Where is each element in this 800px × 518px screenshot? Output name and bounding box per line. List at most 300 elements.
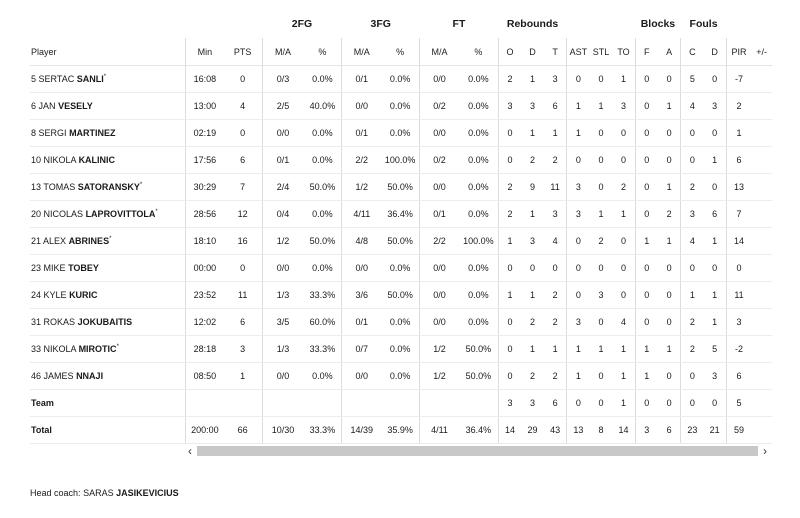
stat-pir: 7 xyxy=(726,201,751,228)
stat-ft_pct: 0.0% xyxy=(459,93,498,120)
stat-pm xyxy=(751,201,772,228)
stat-min: 00:00 xyxy=(185,255,223,282)
stat-pts: 0 xyxy=(224,255,262,282)
stat-d: 0 xyxy=(521,255,544,282)
stat-a: 1 xyxy=(658,93,681,120)
stat-stl: 1 xyxy=(590,336,613,363)
player-last-name: JOKUBAITIS xyxy=(77,317,133,327)
player-number: 10 xyxy=(31,155,42,165)
stat-pm xyxy=(751,228,772,255)
stat-stl: 0 xyxy=(590,255,613,282)
stat-fg3_ma: 0/1 xyxy=(342,66,381,93)
stat-stl: 2 xyxy=(590,228,613,255)
player-name[interactable] xyxy=(30,255,185,282)
stat-f: 0 xyxy=(635,120,658,147)
stat-ft_pct: 50.0% xyxy=(459,336,498,363)
team-stat-pm xyxy=(751,390,772,417)
stat-min: 30:29 xyxy=(185,174,223,201)
total-stat-fg2_pct: 33.3% xyxy=(304,417,342,444)
starter-marker: * xyxy=(103,74,107,80)
stat-to: 0 xyxy=(612,282,635,309)
player-last-name: KALINIC xyxy=(78,155,116,165)
stat-fg3_ma: 4/8 xyxy=(342,228,381,255)
group-fouls: Fouls xyxy=(689,18,718,30)
stat-t: 3 xyxy=(544,201,567,228)
team-stat-t: 6 xyxy=(544,390,567,417)
col-blk-f: F xyxy=(635,38,658,66)
total-stat-t: 43 xyxy=(544,417,567,444)
player-name[interactable] xyxy=(30,66,185,93)
stat-ast: 1 xyxy=(567,93,590,120)
stat-pir: 6 xyxy=(726,147,751,174)
player-number: 8 xyxy=(31,128,37,138)
stat-fg3_pct: 0.0% xyxy=(381,336,419,363)
stat-fg2_ma: 2/4 xyxy=(262,174,303,201)
col-blk-a: A xyxy=(658,38,681,66)
stat-min: 12:02 xyxy=(185,309,223,336)
player-name[interactable] xyxy=(30,201,185,228)
total-stat-pir: 59 xyxy=(726,417,751,444)
stat-fg2_pct: 33.3% xyxy=(304,282,342,309)
total-stat-d: 29 xyxy=(521,417,544,444)
player-name[interactable] xyxy=(30,147,185,174)
table-row[interactable] xyxy=(30,174,772,201)
box-score xyxy=(30,10,772,444)
starter-marker: * xyxy=(109,236,112,242)
total-stat-fg2_ma: 10/30 xyxy=(262,417,303,444)
team-stat-pts xyxy=(224,390,262,417)
stat-o: 1 xyxy=(498,228,521,255)
table-row[interactable] xyxy=(30,201,772,228)
stat-min: 17:56 xyxy=(185,147,223,174)
table-row[interactable] xyxy=(30,66,772,93)
stat-t: 2 xyxy=(544,147,567,174)
team-stat-a: 0 xyxy=(658,390,681,417)
stat-f: 1 xyxy=(635,363,658,390)
stat-to: 0 xyxy=(612,255,635,282)
team-stat-fg3_ma xyxy=(342,390,381,417)
col-3fg-ma: M/A xyxy=(342,38,381,66)
stat-fg2_pct: 50.0% xyxy=(304,228,342,255)
stat-pir: 11 xyxy=(726,282,751,309)
col-pir: PIR xyxy=(726,38,751,66)
team-stat-f: 0 xyxy=(635,390,658,417)
head-coach xyxy=(30,488,179,498)
stat-stl: 0 xyxy=(590,363,613,390)
player-name[interactable] xyxy=(30,336,185,363)
table-row[interactable] xyxy=(30,309,772,336)
stat-fg3_pct: 0.0% xyxy=(381,66,419,93)
stat-fd: 3 xyxy=(704,363,727,390)
player-name[interactable] xyxy=(30,174,185,201)
stat-pir: 0 xyxy=(726,255,751,282)
player-first-name: TOMAS xyxy=(43,182,76,192)
team-stat-stl: 0 xyxy=(590,390,613,417)
total-stat-to: 14 xyxy=(612,417,635,444)
stat-c: 4 xyxy=(681,228,704,255)
stat-fg3_ma: 1/2 xyxy=(342,174,381,201)
stat-to: 0 xyxy=(612,147,635,174)
stat-fg3_pct: 50.0% xyxy=(381,282,419,309)
stat-fg2_ma: 1/3 xyxy=(262,282,303,309)
player-first-name: SERGI xyxy=(38,128,67,138)
column-header-row xyxy=(30,38,772,66)
horizontal-scrollbar[interactable] xyxy=(183,442,772,460)
stat-fg2_ma: 1/3 xyxy=(262,336,303,363)
team-row xyxy=(30,390,772,417)
total-stat-c: 23 xyxy=(681,417,704,444)
table-row[interactable] xyxy=(30,255,772,282)
stat-stl: 1 xyxy=(590,93,613,120)
stat-ft_ma: 2/2 xyxy=(420,228,459,255)
stat-d: 2 xyxy=(521,147,544,174)
col-2fg-pct: % xyxy=(304,38,342,66)
player-first-name: ROKAS xyxy=(43,317,76,327)
stat-fg3_ma: 0/0 xyxy=(342,363,381,390)
player-number: 21 xyxy=(31,236,42,246)
stat-min: 16:08 xyxy=(185,66,223,93)
stat-min: 02:19 xyxy=(185,120,223,147)
stat-a: 0 xyxy=(658,282,681,309)
stat-to: 1 xyxy=(612,201,635,228)
stat-stl: 3 xyxy=(590,282,613,309)
player-first-name: SERTAC xyxy=(38,74,75,84)
stat-to: 0 xyxy=(612,228,635,255)
stat-a: 0 xyxy=(658,255,681,282)
stat-fg2_pct: 0.0% xyxy=(304,363,342,390)
stat-ft_ma: 0/0 xyxy=(420,120,459,147)
stat-ft_pct: 0.0% xyxy=(459,201,498,228)
stat-fd: 0 xyxy=(704,66,727,93)
stat-min: 13:00 xyxy=(185,93,223,120)
stat-pm xyxy=(751,336,772,363)
stat-ast: 0 xyxy=(567,66,590,93)
stat-pts: 6 xyxy=(224,309,262,336)
stat-pm xyxy=(751,120,772,147)
stat-f: 0 xyxy=(635,66,658,93)
stat-pm xyxy=(751,363,772,390)
player-number: 33 xyxy=(31,344,42,354)
table-row[interactable] xyxy=(30,363,772,390)
stat-a: 1 xyxy=(658,174,681,201)
stat-ast: 0 xyxy=(567,228,590,255)
stat-fg3_ma: 2/2 xyxy=(342,147,381,174)
stat-to: 1 xyxy=(612,66,635,93)
stat-t: 1 xyxy=(544,120,567,147)
col-reb-o: O xyxy=(498,38,521,66)
team-stat-fg2_ma xyxy=(262,390,303,417)
stat-pm xyxy=(751,255,772,282)
col-plus-minus: +/- xyxy=(751,38,772,66)
total-stat-pts: 66 xyxy=(224,417,262,444)
box-score-table xyxy=(30,10,772,444)
player-name[interactable] xyxy=(30,120,185,147)
stat-ft_ma: 0/0 xyxy=(420,309,459,336)
stat-a: 0 xyxy=(658,147,681,174)
player-last-name: MIROTIC xyxy=(78,344,117,354)
stat-pm xyxy=(751,282,772,309)
stat-t: 0 xyxy=(544,255,567,282)
stat-ft_ma: 0/0 xyxy=(420,282,459,309)
stat-ft_ma: 0/2 xyxy=(420,93,459,120)
player-number: 46 xyxy=(31,371,42,381)
player-name[interactable] xyxy=(30,93,185,120)
stat-fd: 1 xyxy=(704,309,727,336)
group-header-row xyxy=(30,10,772,38)
stat-c: 3 xyxy=(681,201,704,228)
stat-ft_ma: 1/2 xyxy=(420,336,459,363)
group-ft: FT xyxy=(452,18,466,30)
stat-t: 6 xyxy=(544,93,567,120)
col-player: Player xyxy=(30,38,185,66)
stat-ft_pct: 0.0% xyxy=(459,309,498,336)
stat-t: 3 xyxy=(544,66,567,93)
scrollbar-thumb[interactable] xyxy=(197,446,758,456)
player-number: 20 xyxy=(31,209,42,219)
group-rebounds: Rebounds xyxy=(506,18,559,30)
col-reb-d: D xyxy=(521,38,544,66)
stat-ft_ma: 0/1 xyxy=(420,201,459,228)
stat-ft_pct: 0.0% xyxy=(459,147,498,174)
scroll-right-icon[interactable]: › xyxy=(763,444,767,458)
player-number: 5 xyxy=(31,74,37,84)
stat-t: 2 xyxy=(544,282,567,309)
stat-o: 0 xyxy=(498,309,521,336)
team-stat-ast: 0 xyxy=(567,390,590,417)
stat-pm xyxy=(751,147,772,174)
stat-stl: 0 xyxy=(590,309,613,336)
stat-to: 0 xyxy=(612,120,635,147)
stat-pir: 6 xyxy=(726,363,751,390)
player-name[interactable] xyxy=(30,363,185,390)
stat-c: 0 xyxy=(681,363,704,390)
stat-fg2_pct: 0.0% xyxy=(304,255,342,282)
stat-fg3_ma: 0/1 xyxy=(342,120,381,147)
stat-ft_ma: 0/0 xyxy=(420,174,459,201)
player-last-name: ABRINES xyxy=(68,236,110,246)
total-stat-ft_pct: 36.4% xyxy=(459,417,498,444)
stat-c: 1 xyxy=(681,282,704,309)
stat-fd: 1 xyxy=(704,282,727,309)
team-stat-ft_pct xyxy=(459,390,498,417)
stat-min: 23:52 xyxy=(185,282,223,309)
player-first-name: NIKOLA xyxy=(43,155,77,165)
stat-fg3_ma: 0/1 xyxy=(342,309,381,336)
stat-o: 0 xyxy=(498,363,521,390)
total-stat-fd: 21 xyxy=(704,417,727,444)
total-stat-ft_ma: 4/11 xyxy=(420,417,459,444)
stat-ft_ma: 0/0 xyxy=(420,255,459,282)
stat-ast: 0 xyxy=(567,147,590,174)
stat-o: 2 xyxy=(498,66,521,93)
stat-fg3_ma: 4/11 xyxy=(342,201,381,228)
team-stat-d: 3 xyxy=(521,390,544,417)
stat-fg3_pct: 36.4% xyxy=(381,201,419,228)
stat-o: 0 xyxy=(498,147,521,174)
table-row[interactable] xyxy=(30,228,772,255)
total-label: Total xyxy=(30,417,185,444)
col-min: Min xyxy=(185,38,223,66)
stat-ft_pct: 0.0% xyxy=(459,66,498,93)
stat-f: 0 xyxy=(635,309,658,336)
group-2fg: 2FG xyxy=(291,18,313,30)
stat-pir: -7 xyxy=(726,66,751,93)
stat-d: 3 xyxy=(521,93,544,120)
stat-c: 5 xyxy=(681,66,704,93)
table-row[interactable] xyxy=(30,120,772,147)
stat-ast: 1 xyxy=(567,120,590,147)
stat-fg2_pct: 33.3% xyxy=(304,336,342,363)
stat-fg2_ma: 0/0 xyxy=(262,120,303,147)
stat-ast: 3 xyxy=(567,201,590,228)
stat-fg2_ma: 3/5 xyxy=(262,309,303,336)
stat-fg3_ma: 3/6 xyxy=(342,282,381,309)
stat-fd: 1 xyxy=(704,147,727,174)
stat-ft_pct: 0.0% xyxy=(459,174,498,201)
stat-a: 1 xyxy=(658,336,681,363)
player-last-name: LAPROVITTOLA xyxy=(85,209,156,219)
table-row[interactable] xyxy=(30,282,772,309)
player-first-name: JAMES xyxy=(43,371,74,381)
stat-fg3_pct: 0.0% xyxy=(381,309,419,336)
stat-fg2_ma: 0/4 xyxy=(262,201,303,228)
stat-pts: 3 xyxy=(224,336,262,363)
stat-stl: 1 xyxy=(590,201,613,228)
player-first-name: KYLE xyxy=(43,290,67,300)
starter-marker: * xyxy=(155,209,158,215)
stat-pir: 13 xyxy=(726,174,751,201)
player-last-name: SATORANSKY xyxy=(77,182,140,192)
stat-a: 1 xyxy=(658,228,681,255)
stat-ast: 0 xyxy=(567,255,590,282)
table-row[interactable] xyxy=(30,93,772,120)
stat-f: 0 xyxy=(635,282,658,309)
head-coach-label: Head coach: xyxy=(30,488,81,498)
stat-pts: 4 xyxy=(224,93,262,120)
col-stl: STL xyxy=(590,38,613,66)
stat-fd: 0 xyxy=(704,120,727,147)
stat-pm xyxy=(751,309,772,336)
col-3fg-pct: % xyxy=(381,38,419,66)
total-row xyxy=(30,417,772,444)
stat-d: 1 xyxy=(521,120,544,147)
col-ft-pct: % xyxy=(459,38,498,66)
stat-pir: 14 xyxy=(726,228,751,255)
total-stat-pm xyxy=(751,417,772,444)
stat-to: 1 xyxy=(612,363,635,390)
stat-fg3_ma: 0/0 xyxy=(342,93,381,120)
team-stat-min xyxy=(185,390,223,417)
stat-fg3_pct: 0.0% xyxy=(381,120,419,147)
stat-min: 28:56 xyxy=(185,201,223,228)
stat-min: 28:18 xyxy=(185,336,223,363)
stat-c: 0 xyxy=(681,255,704,282)
stat-stl: 0 xyxy=(590,120,613,147)
player-first-name: JAN xyxy=(38,101,56,111)
stat-fd: 3 xyxy=(704,93,727,120)
player-name[interactable] xyxy=(30,282,185,309)
stat-ft_pct: 0.0% xyxy=(459,255,498,282)
stat-pir: 2 xyxy=(726,93,751,120)
stat-fg2_ma: 0/1 xyxy=(262,147,303,174)
stat-fg3_pct: 50.0% xyxy=(381,228,419,255)
stat-t: 1 xyxy=(544,336,567,363)
player-name[interactable] xyxy=(30,309,185,336)
stat-f: 0 xyxy=(635,174,658,201)
stat-t: 4 xyxy=(544,228,567,255)
stat-min: 18:10 xyxy=(185,228,223,255)
stat-f: 0 xyxy=(635,93,658,120)
stat-t: 2 xyxy=(544,309,567,336)
stat-fg3_pct: 50.0% xyxy=(381,174,419,201)
player-first-name: MIKE xyxy=(43,263,66,273)
team-stat-pir: 5 xyxy=(726,390,751,417)
total-stat-o: 14 xyxy=(498,417,521,444)
player-first-name: NICOLAS xyxy=(43,209,84,219)
stat-fg2_ma: 1/2 xyxy=(262,228,303,255)
stat-fg2_pct: 0.0% xyxy=(304,201,342,228)
stat-c: 2 xyxy=(681,174,704,201)
stat-pm xyxy=(751,66,772,93)
stat-ast: 1 xyxy=(567,363,590,390)
stat-fg3_pct: 100.0% xyxy=(381,147,419,174)
stat-c: 2 xyxy=(681,309,704,336)
stat-pir: 1 xyxy=(726,120,751,147)
stat-pir: 3 xyxy=(726,309,751,336)
stat-fg3_ma: 0/7 xyxy=(342,336,381,363)
col-foul-c: C xyxy=(681,38,704,66)
player-number: 23 xyxy=(31,263,42,273)
stat-stl: 0 xyxy=(590,174,613,201)
player-last-name: SANLI xyxy=(76,74,104,84)
col-to: TO xyxy=(612,38,635,66)
stat-c: 2 xyxy=(681,336,704,363)
stat-to: 3 xyxy=(612,93,635,120)
stat-a: 0 xyxy=(658,363,681,390)
stat-o: 2 xyxy=(498,201,521,228)
stat-pts: 0 xyxy=(224,66,262,93)
stat-fg2_ma: 0/0 xyxy=(262,255,303,282)
stat-o: 3 xyxy=(498,93,521,120)
stat-ast: 1 xyxy=(567,336,590,363)
stat-ft_pct: 0.0% xyxy=(459,282,498,309)
table-row[interactable] xyxy=(30,336,772,363)
stat-to: 2 xyxy=(612,174,635,201)
stat-pir: -2 xyxy=(726,336,751,363)
stat-pts: 7 xyxy=(224,174,262,201)
player-last-name: NNAJI xyxy=(76,371,104,381)
player-name[interactable] xyxy=(30,228,185,255)
stat-ft_pct: 50.0% xyxy=(459,363,498,390)
table-row[interactable] xyxy=(30,147,772,174)
stat-min: 08:50 xyxy=(185,363,223,390)
scroll-left-icon[interactable]: ‹ xyxy=(188,444,192,458)
stat-ft_pct: 100.0% xyxy=(459,228,498,255)
team-label: Team xyxy=(30,390,185,417)
stat-stl: 0 xyxy=(590,66,613,93)
total-stat-min: 200:00 xyxy=(185,417,223,444)
player-last-name: KURIC xyxy=(69,290,98,300)
stat-f: 0 xyxy=(635,147,658,174)
stat-c: 0 xyxy=(681,120,704,147)
stat-o: 0 xyxy=(498,120,521,147)
player-last-name: TOBEY xyxy=(68,263,99,273)
team-stat-fd: 0 xyxy=(704,390,727,417)
stat-fg3_pct: 0.0% xyxy=(381,93,419,120)
player-number: 6 xyxy=(31,101,37,111)
stat-fg2_pct: 50.0% xyxy=(304,174,342,201)
stat-pm xyxy=(751,93,772,120)
